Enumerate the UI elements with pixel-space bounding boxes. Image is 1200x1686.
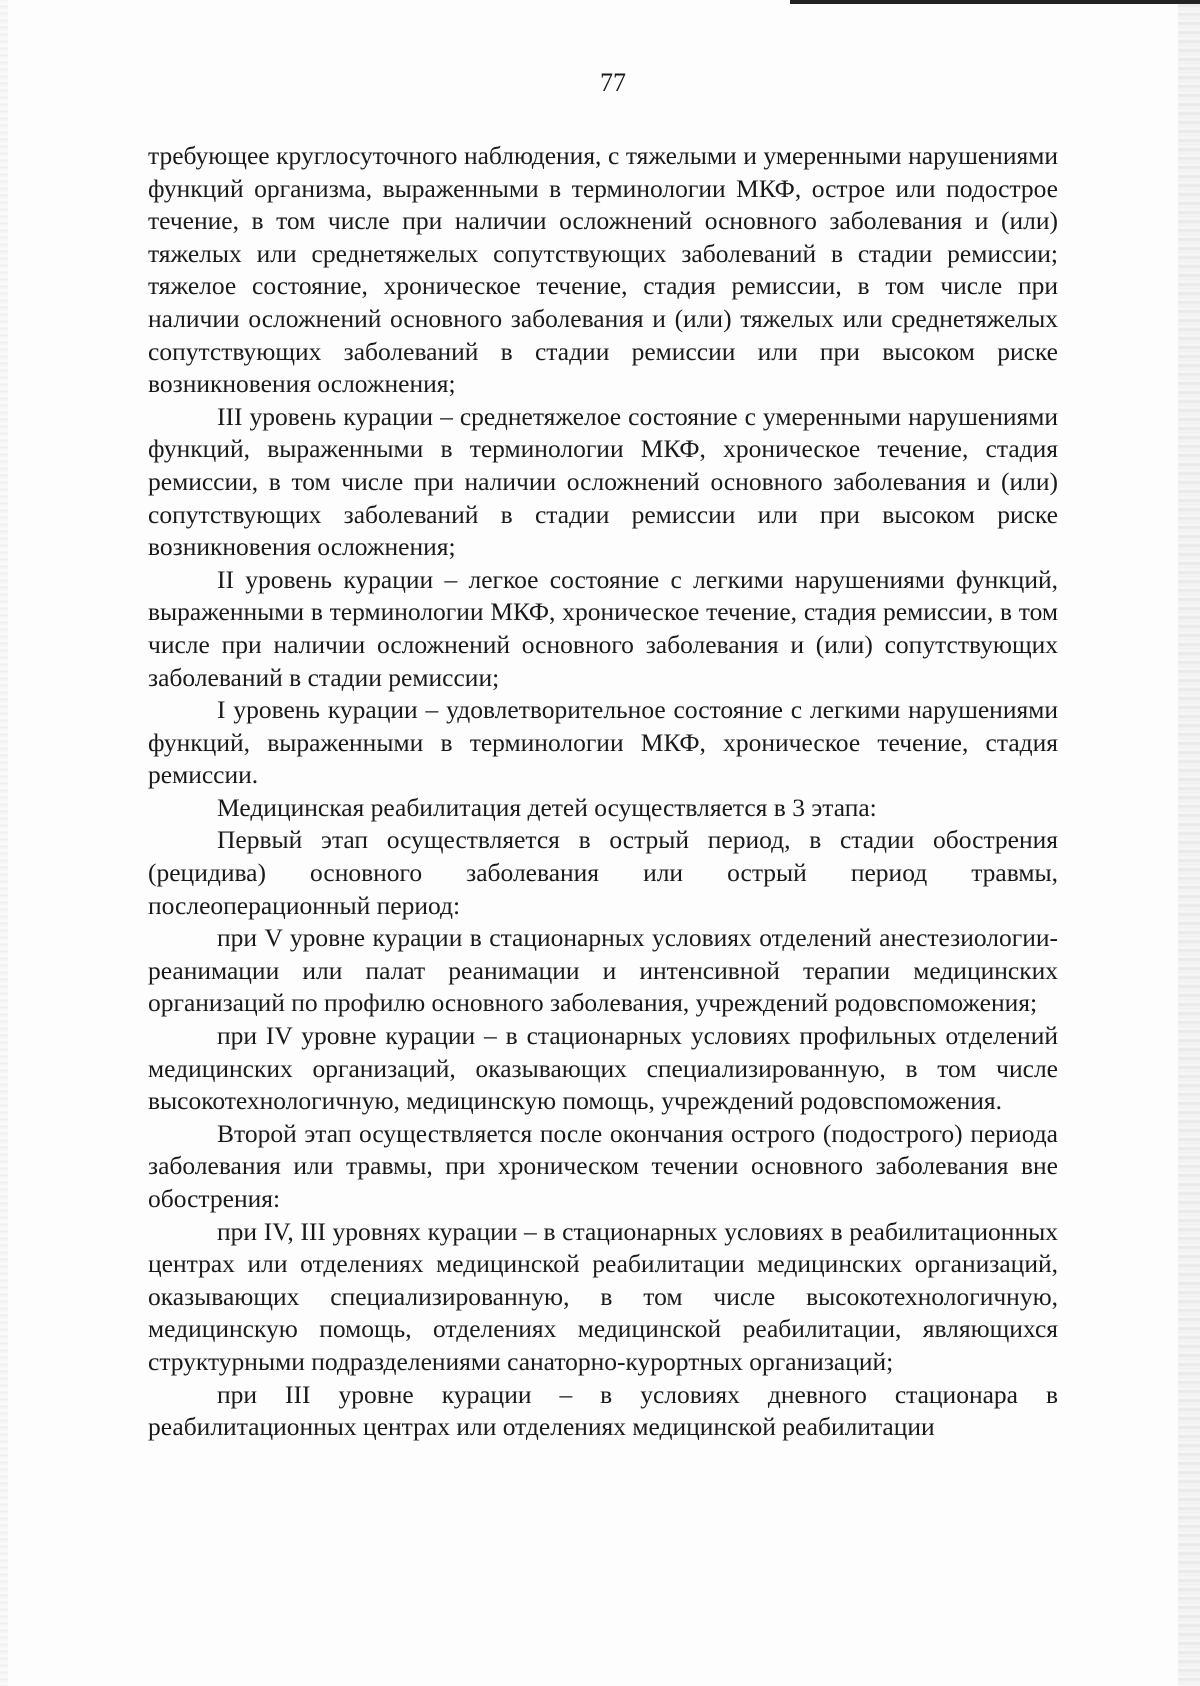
paragraph-level-1: I уровень курации – удовлетворительное состояние с легкими нарушениями функций, выраженными в терминологии МКФ, хроническое течение, стадия ремиссии. bbox=[148, 695, 1058, 790]
paragraph-level-2: II уровень курации – легкое состояние с легкими нарушениями функций, выраженными в терминологии МКФ, хроническое течение, стадия ремиссии, в том числе при наличии осложнений основного заболевания и (или) сопутствующих заболеваний в стадии ремиссии; bbox=[148, 564, 1058, 692]
paragraph-level-3: III уровень курации – среднетяжелое состояние с умеренными нарушениями функций, выраженными в терминологии МКФ, хроническое течение, стадия ремиссии, в том числе при наличии осложнений основного заболевания и (или) сопутствующих заболеваний в стадии ремиссии или при высоком риске возникновения осложнения; bbox=[148, 401, 1058, 562]
paragraph-stages-intro: Медицинская реабилитация детей осуществляется в 3 этапа: bbox=[217, 792, 877, 822]
paragraph-second-stage-level-3: при III уровне курации – в условиях дневного стационара в реабилитационных центрах или отделениях медицинской реабилитации bbox=[148, 1379, 1058, 1442]
paragraph-first-stage-level-4: при IV уровне курации – в стационарных условиях профильных отделений медицинских организаций, оказывающих специализированную, в том числе высокотехнологичную, медицинскую помощь, учреждений родовспоможения. bbox=[148, 1021, 1058, 1116]
scan-top-line bbox=[790, 0, 1200, 4]
scan-right-edge bbox=[1178, 0, 1200, 1686]
paragraph-second-stage: Второй этап осуществляется после окончания острого (подострого) периода заболевания или травмы, при хроническом течении основного заболевания вне обострения: bbox=[148, 1118, 1058, 1213]
document-body bbox=[148, 140, 1058, 1444]
paragraph-first-stage-level-5: при V уровне курации в стационарных условиях отделений анестезиологии-реанимации или палат реанимации и интенсивной терапии медицинских организаций по профилю основного заболевания, учреждений родовспоможения; bbox=[148, 923, 1058, 1018]
scan-left-edge bbox=[0, 0, 8, 1686]
paragraph-continuation: требующее круглосуточного наблюдения, с тяжелыми и умеренными нарушениями функций организма, выраженными в терминологии МКФ, острое или подострое течение, в том числе при наличии осложнений основного заболевания и (или) тяжелых или среднетяжелых сопутствующих заболеваний в стадии ремиссии; тяжелое состояние, хроническое течение, стадия ремиссии, в том числе при наличии осложнений основного заболевания и (или) тяжелых или среднетяжелых сопутствующих заболеваний в стадии ремиссии или при высоком риске возникновения осложнения; bbox=[148, 141, 1058, 399]
paragraph-first-stage: Первый этап осуществляется в острый период, в стадии обострения (рецидива) основного заболевания или острый период травмы, послеоперационный период: bbox=[148, 825, 1058, 920]
page-number: 77 bbox=[600, 68, 626, 97]
paragraph-second-stage-levels-4-3: при IV, III уровнях курации – в стационарных условиях в реабилитационных центрах или отделениях медицинской реабилитации медицинских организаций, оказывающих специализированную, в том числе высокотехнологичную, медицинскую помощь, отделениях медицинской реабилитации, являющихся структурными подразделениями санаторно-курортных организаций; bbox=[148, 1216, 1058, 1376]
